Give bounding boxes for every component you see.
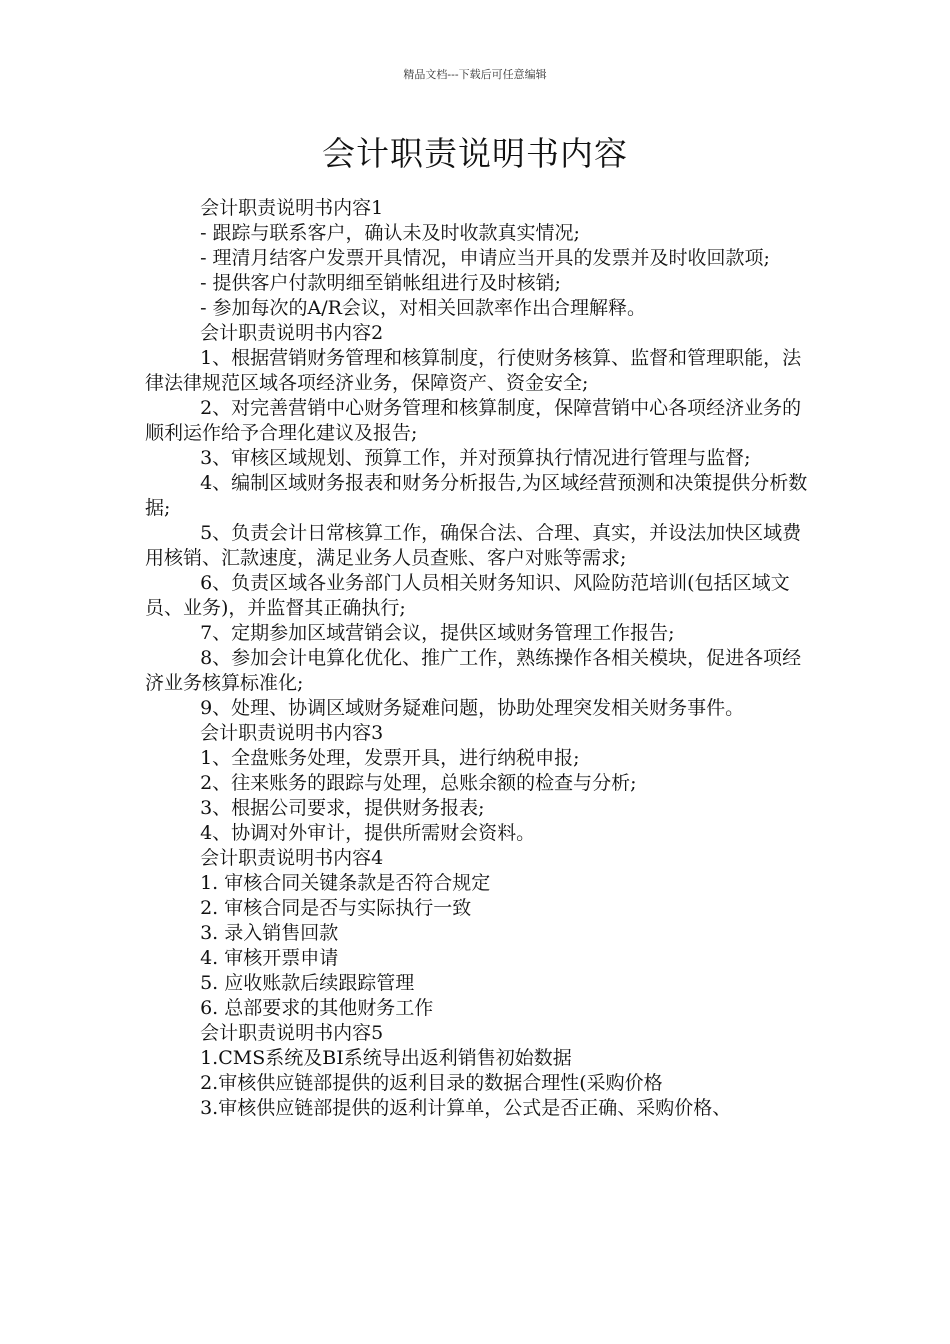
paragraph: 1、全盘账务处理，发票开具，进行纳税申报; — [200, 747, 580, 769]
paragraph: - 理清月结客户发票开具情况，申请应当开具的发票并及时收回款项; — [200, 247, 770, 269]
paragraph: 2. 审核合同是否与实际执行一致 — [200, 897, 472, 919]
paragraph: 3.审核供应链部提供的返利计算单，公式是否正确、采购价格、 — [200, 1097, 732, 1119]
paragraph: 2.审核供应链部提供的返利目录的数据合理性(采购价格 — [200, 1072, 663, 1094]
paragraph: - 参加每次的A/R会议，对相关回款率作出合理解释。 — [200, 297, 646, 319]
document-body — [145, 196, 809, 1121]
paragraph: - 跟踪与联系客户，确认未及时收款真实情况; — [200, 222, 580, 244]
paragraph: 4、协调对外审计，提供所需财会资料。 — [200, 822, 536, 844]
paragraph: 6、负责区域各业务部门人员相关财务知识、风险防范培训(包括区域文员、业务)，并监督其正确执行; — [145, 572, 790, 619]
paragraph: 5、负责会计日常核算工作，确保合法、合理、真实，并设法加快区域费用核销、汇款速度，满足业务人员查账、客户对账等需求; — [145, 522, 802, 569]
paragraph: - 提供客户付款明细至销帐组进行及时核销; — [200, 272, 561, 294]
paragraph: 9、处理、协调区域财务疑难问题，协助处理突发相关财务事件。 — [200, 697, 745, 719]
paragraph: 1. 审核合同关键条款是否符合规定 — [200, 872, 491, 894]
paragraph: 1.CMS系统及BI系统导出返利销售初始数据 — [200, 1047, 572, 1069]
paragraph: 1、根据营销财务管理和核算制度，行使财务核算、监督和管理职能，法律法律规范区域各项经济业务，保障资产、资金安全; — [145, 347, 802, 394]
paragraph: 6. 总部要求的其他财务工作 — [200, 997, 434, 1019]
paragraph: 3、审核区域规划、预算工作，并对预算执行情况进行管理与监督; — [200, 447, 751, 469]
paragraph: 2、往来账务的跟踪与处理，总账余额的检查与分析; — [200, 772, 637, 794]
paragraph: 会计职责说明书内容4 — [200, 847, 384, 869]
document-title: 会计职责说明书内容 — [322, 134, 628, 173]
paragraph: 4. 审核开票申请 — [200, 947, 339, 969]
paragraph: 5. 应收账款后续跟踪管理 — [200, 972, 415, 994]
paragraph: 4、编制区域财务报表和财务分析报告,为区域经营预测和决策提供分析数据; — [145, 472, 808, 519]
paragraph: 会计职责说明书内容1 — [200, 197, 384, 219]
paragraph: 2、对完善营销中心财务管理和核算制度，保障营销中心各项经济业务的顺利运作给予合理化建议及报告; — [145, 397, 802, 444]
paragraph: 3、根据公司要求，提供财务报表; — [200, 797, 485, 819]
paragraph: 3. 录入销售回款 — [200, 922, 339, 944]
paragraph: 会计职责说明书内容2 — [200, 322, 384, 344]
paragraph: 8、参加会计电算化优化、推广工作，熟练操作各相关模块，促进各项经济业务核算标准化; — [145, 647, 802, 694]
paragraph: 7、定期参加区域营销会议，提供区域财务管理工作报告; — [200, 622, 675, 644]
page-header: 精品文档---下载后可任意编辑 — [403, 68, 547, 81]
paragraph: 会计职责说明书内容3 — [200, 722, 384, 744]
paragraph: 会计职责说明书内容5 — [200, 1022, 384, 1044]
